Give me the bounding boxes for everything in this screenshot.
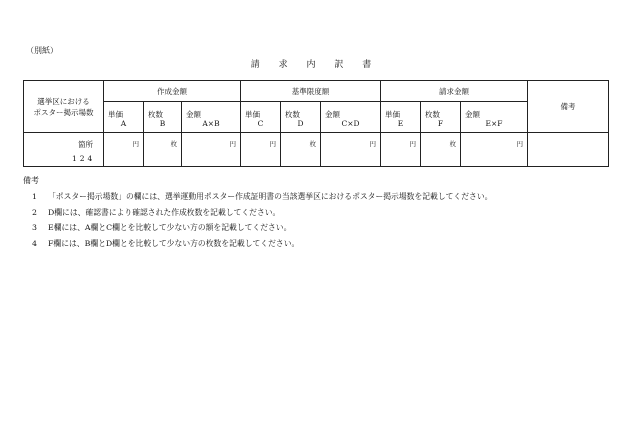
cell-f[interactable] bbox=[421, 133, 461, 167]
subcol-code: D bbox=[297, 119, 304, 128]
remark-item bbox=[32, 238, 492, 254]
subcol-code: C×D bbox=[341, 119, 360, 128]
subcol-label: 単価 bbox=[245, 110, 261, 119]
subcol-label: 金額 bbox=[186, 110, 201, 119]
remarks-heading: 備考 bbox=[23, 176, 39, 185]
remark-text: 「ポスター掲示場数」の欄には、選挙運動用ポスター作成証明書の当該選挙区におけるポスター掲示場数を記載してください。 bbox=[48, 192, 493, 201]
group-header-limit: 基準限度額 bbox=[241, 81, 381, 102]
unit-yen: 円 bbox=[132, 140, 139, 148]
subcol-f bbox=[421, 102, 461, 133]
cell-e[interactable] bbox=[381, 133, 421, 167]
group-header-remarks: 備考 bbox=[528, 81, 609, 133]
subcol-b bbox=[144, 102, 182, 133]
subcol-a bbox=[104, 102, 144, 133]
polling-sites-header-line2: ポスター掲示場数 bbox=[33, 107, 94, 117]
subcol-code: E×F bbox=[485, 119, 503, 128]
unit-sheets: 枚 bbox=[170, 140, 177, 148]
document-title: 請 求 内 訳 書 bbox=[250, 60, 380, 70]
unit-sheets: 枚 bbox=[309, 140, 317, 148]
remarks-list bbox=[32, 191, 492, 253]
cell-exf[interactable] bbox=[461, 133, 528, 167]
unit-yen: 円 bbox=[229, 140, 237, 148]
remark-number: 3 bbox=[32, 223, 37, 232]
cell-d[interactable] bbox=[281, 133, 321, 167]
subcol-e bbox=[381, 102, 421, 133]
subcol-label: 単価 bbox=[108, 110, 123, 119]
subcol-label: 単価 bbox=[385, 110, 401, 119]
remark-item bbox=[32, 222, 492, 238]
unit-yen: 円 bbox=[516, 140, 524, 148]
remark-number: 2 bbox=[32, 207, 37, 217]
remark-number: 4 bbox=[32, 238, 37, 248]
cell-remarks[interactable] bbox=[528, 133, 609, 167]
subcol-axb bbox=[182, 102, 241, 133]
polling-sites-count: 124 bbox=[72, 154, 96, 163]
remark-text: E欄には、A欄とC欄とを比較して少ない方の額を記載してください。 bbox=[48, 223, 292, 232]
group-header-production: 作成金額 bbox=[104, 81, 241, 102]
cell-c[interactable] bbox=[241, 133, 281, 167]
remark-item bbox=[32, 191, 492, 207]
remark-number: 1 bbox=[32, 192, 37, 201]
cell-axb[interactable] bbox=[182, 133, 241, 167]
subcol-label: 金額 bbox=[465, 110, 481, 119]
group-header-claim: 請求金額 bbox=[381, 81, 528, 102]
subcol-code: B bbox=[159, 119, 166, 128]
subcol-d bbox=[281, 102, 321, 133]
remark-item bbox=[32, 207, 492, 223]
remark-text: F欄には、B欄とD欄とを比較して少ない方の枚数を記載してください。 bbox=[48, 238, 300, 248]
unit-yen: 円 bbox=[269, 140, 277, 148]
cell-a[interactable] bbox=[104, 133, 144, 167]
subcol-label: 枚数 bbox=[148, 110, 163, 119]
subcol-label: 枚数 bbox=[425, 110, 441, 119]
subcol-c bbox=[241, 102, 281, 133]
cell-cxd[interactable] bbox=[321, 133, 381, 167]
unit-yen: 円 bbox=[409, 140, 417, 148]
subcol-code: F bbox=[437, 119, 444, 128]
subcol-exf bbox=[461, 102, 528, 133]
polling-sites-header bbox=[24, 81, 104, 133]
unit-yen: 円 bbox=[369, 140, 377, 148]
invoice-breakdown-table bbox=[23, 80, 609, 167]
cell-b[interactable] bbox=[144, 133, 182, 167]
remark-text: D欄には、確認書により確認された作成枚数を記載してください。 bbox=[48, 207, 281, 217]
subcol-code: A×B bbox=[202, 119, 220, 128]
unit-sheets: 枚 bbox=[449, 140, 457, 148]
subcol-label: 金額 bbox=[325, 110, 341, 119]
subcol-code: E bbox=[397, 119, 404, 128]
polling-sites-header-line1: 選挙区における bbox=[37, 96, 90, 106]
polling-sites-cell[interactable] bbox=[24, 133, 104, 167]
subcol-code: A bbox=[120, 119, 127, 128]
attachment-tag: （別紙） bbox=[26, 46, 58, 55]
subcol-label: 枚数 bbox=[285, 110, 301, 119]
subcol-cxd bbox=[321, 102, 381, 133]
subcol-code: C bbox=[257, 119, 264, 128]
count-unit-label: 箇所 bbox=[78, 140, 93, 149]
